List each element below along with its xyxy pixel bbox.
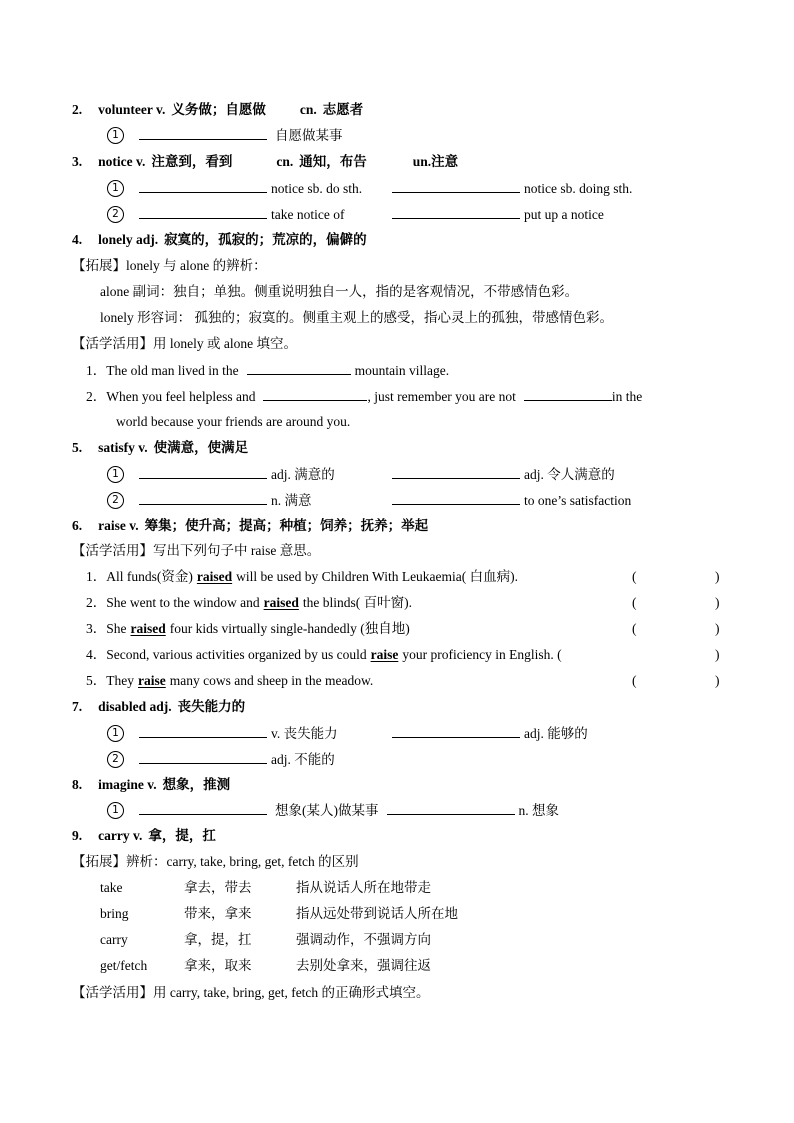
item-9-heading: [72, 827, 216, 845]
sentence-text: When you feel helpless and: [106, 389, 256, 404]
compare-description: 去别处拿来，强调往返: [296, 958, 431, 973]
sentence-number: 4．: [86, 647, 107, 662]
practice-1-sentence-1: [86, 361, 449, 380]
item-3-heading: [72, 153, 458, 171]
answer-blank[interactable]: [263, 387, 367, 401]
phrase-label: notice sb. doing sth.: [524, 181, 633, 196]
meaning: 志愿者: [322, 102, 364, 117]
circled-number-2: 2: [107, 206, 124, 223]
extension-2-title: [72, 853, 359, 871]
phrase-label: put up a notice: [524, 207, 604, 222]
item-7-row-2: [139, 750, 335, 769]
answer-blank[interactable]: [139, 465, 267, 479]
headword: satisfy v.: [98, 440, 148, 455]
sentence-text: mountain village.: [354, 363, 450, 378]
circled-number-1: 1: [107, 466, 124, 483]
sentence-number: 5．: [86, 673, 107, 688]
answer-blank[interactable]: [139, 801, 267, 815]
item-number: 5.: [72, 440, 83, 455]
item-number: 3.: [72, 154, 83, 169]
compare-word: get/fetch: [100, 958, 148, 973]
compare-description: 指从远处带到说话人所在地: [296, 906, 458, 921]
section-text: 用 lonely 或 alone 填空。: [153, 336, 297, 351]
sentence-text: She: [106, 621, 127, 636]
compare-meaning: 拿，提，扛: [184, 932, 252, 947]
headword: imagine v.: [98, 777, 157, 792]
key-word: raised: [196, 569, 233, 584]
phrase-label: n. 想象: [518, 803, 559, 818]
phrase-label: to one’s satisfaction: [524, 493, 632, 508]
sentence-text: many cows and sheep in the meadow.: [169, 673, 374, 688]
answer-blank[interactable]: [392, 491, 520, 505]
phrase-label: take notice of: [271, 207, 345, 222]
circled-number-2: 2: [107, 492, 124, 509]
sentence-number: 1．: [86, 363, 107, 378]
raise-sentence-1: [86, 568, 518, 586]
compare-meaning: 拿来，取来: [184, 958, 252, 973]
answer-blank[interactable]: [139, 126, 267, 140]
sentence-text: The old man lived in the: [106, 363, 239, 378]
alone-explanation: alone 副词：独自；单独。侧重说明独自一人，指的是客观情况，不带感情色彩。: [100, 284, 579, 299]
answer-paren-close: ): [715, 621, 720, 636]
item-6-heading: [72, 517, 428, 535]
item-5-heading: [72, 439, 248, 457]
answer-paren-close: ): [715, 647, 720, 662]
compare-word: bring: [100, 906, 129, 921]
meaning: 想象，推测: [162, 777, 231, 792]
section-tag: 【活学活用】: [72, 336, 153, 351]
sentence-text: She went to the window and: [106, 595, 260, 610]
item-number: 9.: [72, 828, 83, 843]
phrase-label: 自愿做某事: [275, 128, 343, 143]
item-5-row-1: [139, 465, 335, 484]
answer-blank[interactable]: [139, 750, 267, 764]
item-7-heading: [72, 698, 245, 716]
headword: lonely adj.: [98, 232, 159, 247]
item-number: 7.: [72, 699, 83, 714]
meaning: 寂寞的，孤寂的；荒凉的，偏僻的: [164, 232, 367, 247]
answer-blank[interactable]: [139, 205, 267, 219]
raise-sentence-2: [86, 594, 412, 612]
meaning: 通知，布告: [299, 154, 367, 169]
sentence-number: 2．: [86, 595, 107, 610]
circled-number-2: 2: [107, 751, 124, 768]
phrase-label: adj. 能够的: [524, 726, 588, 741]
meaning: 筹集；使升高；提高；种植；饲养；抚养；举起: [144, 518, 429, 533]
sentence-text: They: [106, 673, 134, 688]
item-2-row-1: [139, 126, 343, 145]
answer-paren-open: (: [632, 673, 637, 688]
answer-blank[interactable]: [387, 801, 515, 815]
sentence-text: the blinds( 百叶窗).: [302, 595, 412, 610]
item-7-row-1b: [392, 724, 588, 743]
key-word: raise: [138, 673, 166, 688]
answer-blank[interactable]: [392, 205, 520, 219]
section-text: lonely 与 alone 的辨析：: [126, 258, 267, 273]
meaning: 义务做；自愿做: [171, 102, 266, 117]
key-word: raise: [370, 647, 399, 662]
item-number: 4.: [72, 232, 83, 247]
section-text: 用 carry, take, bring, get, fetch 的正确形式填空。: [153, 985, 430, 1000]
compare-description: 指从说话人所在地带走: [296, 880, 431, 895]
item-number: 2.: [72, 102, 83, 117]
meaning: un.注意: [412, 154, 459, 169]
key-word: raised: [130, 621, 166, 636]
circled-number-1: 1: [107, 127, 124, 144]
compare-meaning: 拿去，带去: [184, 880, 252, 895]
key-word: raised: [263, 595, 299, 610]
practice-1-sentence-2-cont: world because your friends are around you.: [116, 414, 351, 429]
item-4-heading: [72, 231, 367, 249]
answer-blank[interactable]: [392, 724, 520, 738]
practice-1-title: [72, 335, 297, 353]
answer-paren-open: (: [632, 595, 637, 610]
item-8-row-1: [139, 801, 559, 820]
section-text: 写出下列句子中 raise 意思。: [153, 543, 321, 558]
circled-number-1: 1: [107, 802, 124, 819]
sentence-text: Second, various activities organized by us could: [106, 647, 367, 662]
practice-1-sentence-2: [86, 387, 642, 406]
compare-meaning: 带来，拿来: [184, 906, 252, 921]
section-tag: 【拓展】: [72, 258, 126, 273]
sentence-number: 3．: [86, 621, 107, 636]
item-number: 8.: [72, 777, 83, 792]
raise-sentence-4: [86, 646, 562, 664]
item-3-row-1b: [392, 179, 632, 198]
headword: volunteer v.: [98, 102, 166, 117]
answer-blank[interactable]: [139, 491, 267, 505]
headword: notice v.: [98, 154, 146, 169]
headword: disabled adj.: [98, 699, 172, 714]
sentence-text: four kids virtually single-handedly (独自地): [169, 621, 410, 636]
section-tag: 【活学活用】: [72, 985, 153, 1000]
sentence-text: in the: [611, 389, 643, 404]
practice-3-title: [72, 984, 430, 1002]
answer-paren-open: (: [632, 569, 637, 584]
item-8-heading: [72, 776, 230, 794]
sentence-number: 1．: [86, 569, 107, 584]
item-5-row-1b: [392, 465, 615, 484]
circled-number-1: 1: [107, 725, 124, 742]
raise-sentence-5: [86, 672, 373, 690]
phrase-label: adj. 满意的: [271, 467, 335, 482]
pos: cn.: [299, 102, 317, 117]
sentence-number: 2．: [86, 389, 107, 404]
section-tag: 【活学活用】: [72, 543, 153, 558]
pos: cn.: [276, 154, 294, 169]
practice-2-title: [72, 542, 320, 560]
answer-paren-close: ): [715, 569, 720, 584]
phrase-label: 想象(某人)做某事: [275, 803, 379, 818]
meaning: 拿，提，扛: [148, 828, 216, 843]
item-2-heading: [72, 101, 363, 119]
item-7-row-1: [139, 724, 338, 743]
section-tag: 【拓展】: [72, 854, 126, 869]
compare-description: 强调动作，不强调方向: [296, 932, 431, 947]
answer-blank[interactable]: [139, 724, 267, 738]
answer-blank[interactable]: [139, 179, 267, 193]
sentence-text: will be used by Children With Leukaemia( 白血病).: [236, 569, 519, 584]
meaning: 丧失能力的: [177, 699, 246, 714]
extension-1-title: [72, 257, 267, 275]
headword: carry v.: [98, 828, 143, 843]
circled-number-1: 1: [107, 180, 124, 197]
raise-sentence-3: [86, 620, 410, 638]
item-number: 6.: [72, 518, 83, 533]
sentence-text: your proficiency in English. (: [402, 647, 562, 662]
phrase-label: notice sb. do sth.: [271, 181, 363, 196]
answer-blank[interactable]: [392, 179, 520, 193]
lonely-explanation: lonely 形容词： 孤独的；寂寞的。侧重主观上的感受，指心灵上的孤独，带感情色彩。: [100, 310, 613, 325]
phrase-label: adj. 不能的: [271, 752, 335, 767]
phrase-label: v. 丧失能力: [271, 726, 338, 741]
section-text: 辨析：carry, take, bring, get, fetch 的区别: [126, 854, 359, 869]
item-3-row-1: [139, 179, 362, 198]
meaning: 注意到，看到: [151, 154, 233, 169]
answer-paren-close: ): [715, 595, 720, 610]
answer-paren-open: (: [632, 621, 637, 636]
sentence-text: All funds(资金): [106, 569, 193, 584]
item-3-row-2b: [392, 205, 604, 224]
meaning: 使满意，使满足: [153, 440, 249, 455]
headword: raise v.: [98, 518, 139, 533]
answer-blank[interactable]: [524, 387, 612, 401]
compare-word: carry: [100, 932, 128, 947]
answer-blank[interactable]: [392, 465, 520, 479]
phrase-label: n. 满意: [271, 493, 312, 508]
item-3-row-2: [139, 205, 344, 224]
phrase-label: adj. 令人满意的: [524, 467, 615, 482]
answer-paren-close: ): [715, 673, 720, 688]
answer-blank[interactable]: [247, 361, 351, 375]
compare-word: take: [100, 880, 123, 895]
sentence-text: , just remember you are not: [367, 389, 516, 404]
item-5-row-2b: [392, 491, 631, 510]
item-5-row-2: [139, 491, 312, 510]
